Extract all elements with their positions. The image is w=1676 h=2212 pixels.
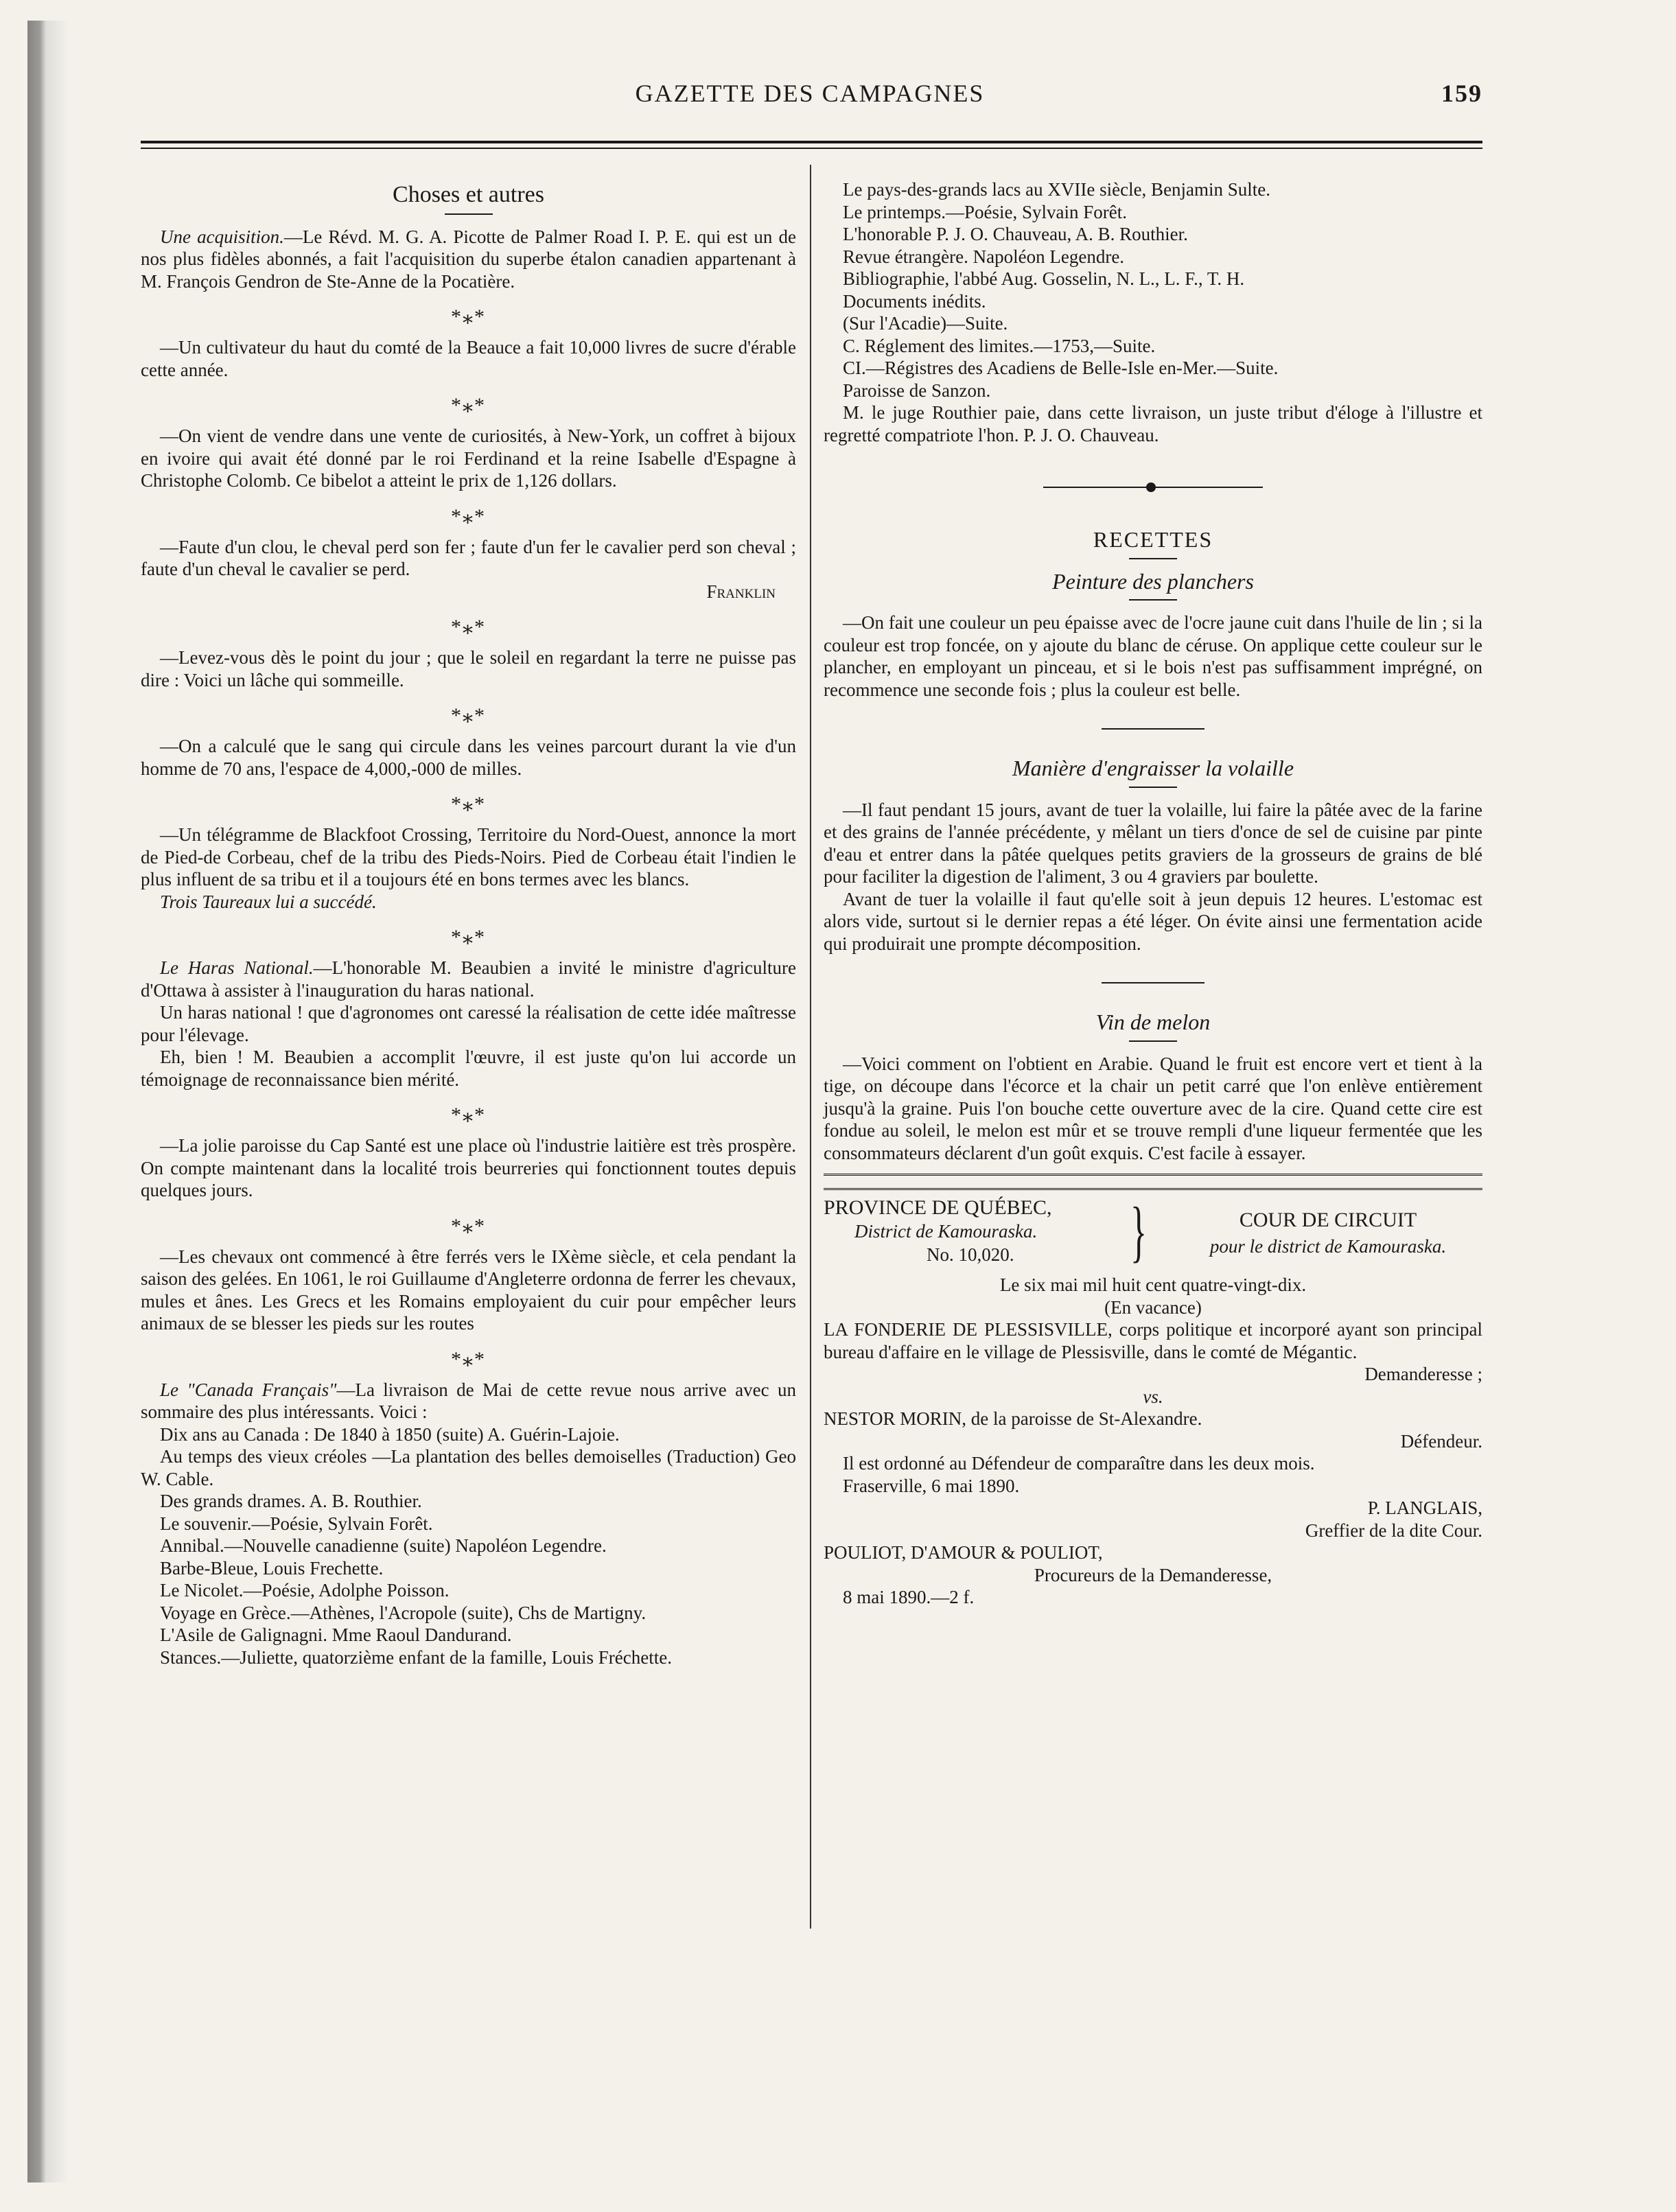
news-item: —La jolie paroisse du Cap Santé est une place où l'industrie laitière est très prospère. On compte maintenant dans la localité trois beurreries qui fonctionnent toutes depuis quelques jours. xyxy=(141,1135,796,1200)
review-entry: Des grands drames. A. B. Routhier. xyxy=(160,1491,422,1511)
wavy-divider xyxy=(824,1174,1482,1190)
section-rule xyxy=(1102,728,1204,730)
review-entry: (Sur l'Acadie)—Suite. xyxy=(843,313,1008,334)
review-entry: Dix ans au Canada : De 1840 à 1850 (suite) A. Guérin-Lajoie. xyxy=(160,1423,620,1445)
attorneys: POULIOT, D'AMOUR & POULIOT, xyxy=(824,1542,1103,1563)
review-entry: Paroisse de Sanzon. xyxy=(843,380,991,401)
clerk-title: Greffier de la dite Cour. xyxy=(1305,1520,1482,1541)
short-rule xyxy=(1129,787,1177,788)
signature: Franklin xyxy=(706,581,776,602)
court-district: pour le district de Kamouraska. xyxy=(1209,1236,1447,1257)
review-entry: Le souvenir.—Poésie, Sylvain Forêt. xyxy=(160,1513,433,1534)
asterism: *⁎* xyxy=(451,1347,486,1371)
notice-date: Le six mai mil huit cent quatre-vingt-dix. xyxy=(999,1274,1307,1295)
review-entry: Au temps des vieux créoles —La plantation des belles demoiselles (Traduction) Geo W. Cable. xyxy=(141,1446,796,1489)
clerk-name: P. LANGLAIS, xyxy=(1367,1498,1482,1518)
asterism: *⁎* xyxy=(451,1214,486,1237)
court-order: Il est ordonné au Défendeur de comparaître dans les deux mois. xyxy=(843,1453,1315,1474)
review-note: M. le juge Routhier paie, dans cette livraison, un juste tribut d'éloge à l'illustre et regretté compatriote l'hon. P. J. O. Chauveau. xyxy=(824,402,1482,445)
recipe-text: —On fait une couleur un peu épaisse avec de l'ocre jaune cuit dans l'huile de lin ; si la couleur est trop foncée, on y ajoute du blanc de céruse. On applique cette couleur sur le plancher, en employant un pinceau, et si le bois n'est pas suffisamment imprégné, on recommence une seconde fois ; plus la couleur est belle. xyxy=(824,612,1482,700)
news-item: —On a calculé que le sang qui circule dans les veines parcourt durant la vie d'un homme de 70 ans, l'espace de 4,000,-000 de milles. xyxy=(141,736,796,779)
news-item: Une acquisition.—Le Révd. M. G. A. Picotte de Palmer Road I. P. E. qui est un de nos plus fidèles abonnés, a fait l'acquisition du superbe étalon canadien appartenant à M. François Gendron de Ste-Anne de la Pocatière. xyxy=(141,226,796,292)
asterism: *⁎* xyxy=(451,504,486,528)
asterism: *⁎* xyxy=(451,704,486,727)
page-number: 159 xyxy=(1441,80,1482,107)
defendant-role: Défendeur. xyxy=(1400,1430,1482,1452)
recipe-title: Peinture des planchers xyxy=(1052,568,1254,594)
ornamental-divider xyxy=(824,474,1482,501)
review-entry: Le printemps.—Poésie, Sylvain Forêt. xyxy=(843,201,1127,222)
review-intro: Le "Canada Français"—La livraison de Mai de cette revue nous arrive avec un sommaire des plus intéressants. Voici : xyxy=(141,1379,797,1422)
review-entry: Barbe-Bleue, Louis Frechette. xyxy=(160,1557,384,1579)
header-rule-thin xyxy=(141,148,1482,149)
review-entry: Stances.—Juliette, quatorzième enfant de la famille, Louis Fréchette. xyxy=(160,1646,672,1668)
news-item: —Les chevaux ont commencé à être ferrés vers le IXème siècle, et cela pendant la saison des gelées. En 1061, le roi Guillaume d'Angleterre ordonna de ferrer les chevaux, mules et ânes. Les Grecs et les Romains employaient du cuir pour empêcher leurs animaux de se blesser les pieds sur les routes xyxy=(141,1246,796,1334)
recipe-text: —Il faut pendant 15 jours, avant de tuer la volaille, lui faire la pâtée avec de la farine et des grains de l'année précédente, y mêlant un tiers d'once de sel de cuisine par pinte d'eau et entrer dans la pâtée quelques petits graviers de la grosseurs de grains de blé pour faciliter la digestion de l'aliment, 3 ou 4 graviers par boulette. xyxy=(824,799,1482,887)
plaintiff-role: Demanderesse ; xyxy=(1364,1364,1482,1384)
news-item: —On vient de vendre dans une vente de curiosités, à New-York, un coffret à bijoux en ivoire qui avait été donné par le roi Ferdinand et la reine Isabelle d'Espagne à Christophe Colomb. Ce bibelot a atteint le prix de 1,126 dollars. xyxy=(141,426,796,491)
district: District de Kamouraska. xyxy=(854,1221,1038,1242)
brace-glyph: } xyxy=(1130,1193,1147,1269)
review-entry: Bibliographie, l'abbé Aug. Gosselin, N. L., L. F., T. H. xyxy=(843,268,1245,289)
recipe-text: Avant de tuer la volaille il faut qu'elle soit à jeun depuis 12 heures. L'estomac est alors vide, surtout si le dernier repas a été léger. On évite ainsi une fermentation acide qui produirait une prompte décomposition. xyxy=(824,888,1482,954)
news-item: —Faute d'un clou, le cheval perd son fer ; faute d'un fer le cavalier perd son cheval ; faute d'un cheval le cavalier se perd. xyxy=(141,536,796,579)
haras-item: Le Haras National.—L'honorable M. Beaubien a invité le ministre d'agriculture d'Ottawa à assister à l'inauguration du haras national. xyxy=(141,957,796,1001)
short-rule xyxy=(1129,599,1177,601)
binding-edge xyxy=(27,21,69,2182)
review-entry: Revue étrangère. Napoléon Legendre. xyxy=(843,246,1125,267)
review-entry: Annibal.—Nouvelle canadienne (suite) Napoléon Legendre. xyxy=(160,1535,607,1556)
case-number: No. 10,020. xyxy=(927,1244,1014,1265)
header-rule xyxy=(141,141,1482,143)
place-date: Fraserville, 6 mai 1890. xyxy=(843,1475,1020,1496)
asterism: *⁎* xyxy=(451,793,486,815)
short-rule xyxy=(445,213,493,215)
right-column xyxy=(824,178,1482,1609)
review-entry: L'honorable P. J. O. Chauveau, A. B. Routhier. xyxy=(843,224,1188,244)
asterism: *⁎* xyxy=(451,1104,486,1126)
recipe-text: —Voici comment on l'obtient en Arabie. Quand le fruit est encore vert et tient à la tige, on découpe dans l'écorce et la chair un petit carré que l'on enlève entièrement jusqu'à la graine. Puis l'on bouche cette ouverture avec de la cire. Quand cette cire est fondue au soleil, le melon est mûr et se trouve rempli d'une liqueur fermentée que les consommateurs déclarent d'un goût exquis. C'est facile à essayer. xyxy=(824,1053,1482,1163)
recipe-title: Manière d'engraisser la volaille xyxy=(1012,756,1294,780)
news-item: —Un cultivateur du haut du comté de la Beauce a fait 10,000 livres de sucre d'érable cette année. xyxy=(141,337,796,380)
haras-paragraph: Un haras national ! que d'agronomes ont caressé la réalisation de cette idée maîtresse pour l'élevage. xyxy=(141,1002,796,1045)
recettes-heading: RECETTES xyxy=(1093,527,1213,552)
news-item: —Levez-vous dès le point du jour ; que le soleil en regardant la terre ne puisse pas dire : Voici un lâche qui sommeille. xyxy=(141,647,796,690)
review-entry: Voyage en Grèce.—Athènes, l'Acropole (suite), Chs de Martigny. xyxy=(160,1602,647,1623)
court-notice-header xyxy=(824,1193,1482,1274)
review-entry: L'Asile de Galignagni. Mme Raoul Dandurand. xyxy=(160,1625,512,1645)
short-rule xyxy=(1129,1040,1177,1042)
final-date: 8 mai 1890.—2 f. xyxy=(843,1587,975,1607)
haras-paragraph: Eh, bien ! M. Beaubien a accomplit l'œuvre, il est juste qu'on lui accorde un témoignage de reconnaissance bien mérité. xyxy=(141,1047,796,1090)
asterism: *⁎* xyxy=(451,616,486,638)
news-item: —Un télégramme de Blackfoot Crossing, Territoire du Nord-Ouest, annonce la mort de Pied-de Corbeau, chef de la tribu des Pieds-Noirs. Pied de Corbeau était l'indien le plus influent de sa tribu et il a toujours été en bons termes avec les blancs. xyxy=(141,824,796,889)
review-entry: CI.—Régistres des Acadiens de Belle-Isle en-Mer.—Suite. xyxy=(843,358,1279,378)
column-divider xyxy=(810,165,811,1929)
review-entry: C. Réglement des limites.—1753,—Suite. xyxy=(843,335,1156,356)
page-header xyxy=(137,79,1482,120)
short-rule xyxy=(1129,558,1177,559)
versus: vs. xyxy=(1143,1386,1163,1407)
defendant: NESTOR MORIN, de la paroisse de St-Alexandre. xyxy=(824,1408,1202,1429)
attorneys-title: Procureurs de la Demanderesse, xyxy=(1034,1564,1272,1585)
province: PROVINCE DE QUÉBEC, xyxy=(824,1196,1052,1219)
section-rule xyxy=(1102,982,1204,983)
review-entry: Documents inédits. xyxy=(843,290,986,312)
asterism: *⁎* xyxy=(451,305,486,328)
page-title: GAZETTE DES CAMPAGNES xyxy=(635,80,985,107)
plaintiff: LA FONDERIE DE PLESSISVILLE, corps politique et incorporé ayant son principal bureau d'affaire en le village de Plessisville, dans le comté de Mégantic. xyxy=(824,1319,1482,1362)
asterism: *⁎* xyxy=(451,926,486,948)
recipe-title: Vin de melon xyxy=(1095,1010,1211,1034)
review-entry: Le pays-des-grands lacs au XVIIe siècle, Benjamin Sulte. xyxy=(843,179,1271,200)
left-column xyxy=(141,178,796,1668)
news-item-extra: Trois Taureaux lui a succédé. xyxy=(160,891,377,912)
review-entry: Le Nicolet.—Poésie, Adolphe Poisson. xyxy=(160,1580,450,1600)
asterism: *⁎* xyxy=(451,394,486,417)
section-heading: Choses et autres xyxy=(393,182,544,207)
notice-vacance: (En vacance) xyxy=(1104,1296,1202,1318)
court-name: COUR DE CIRCUIT xyxy=(1239,1209,1417,1231)
